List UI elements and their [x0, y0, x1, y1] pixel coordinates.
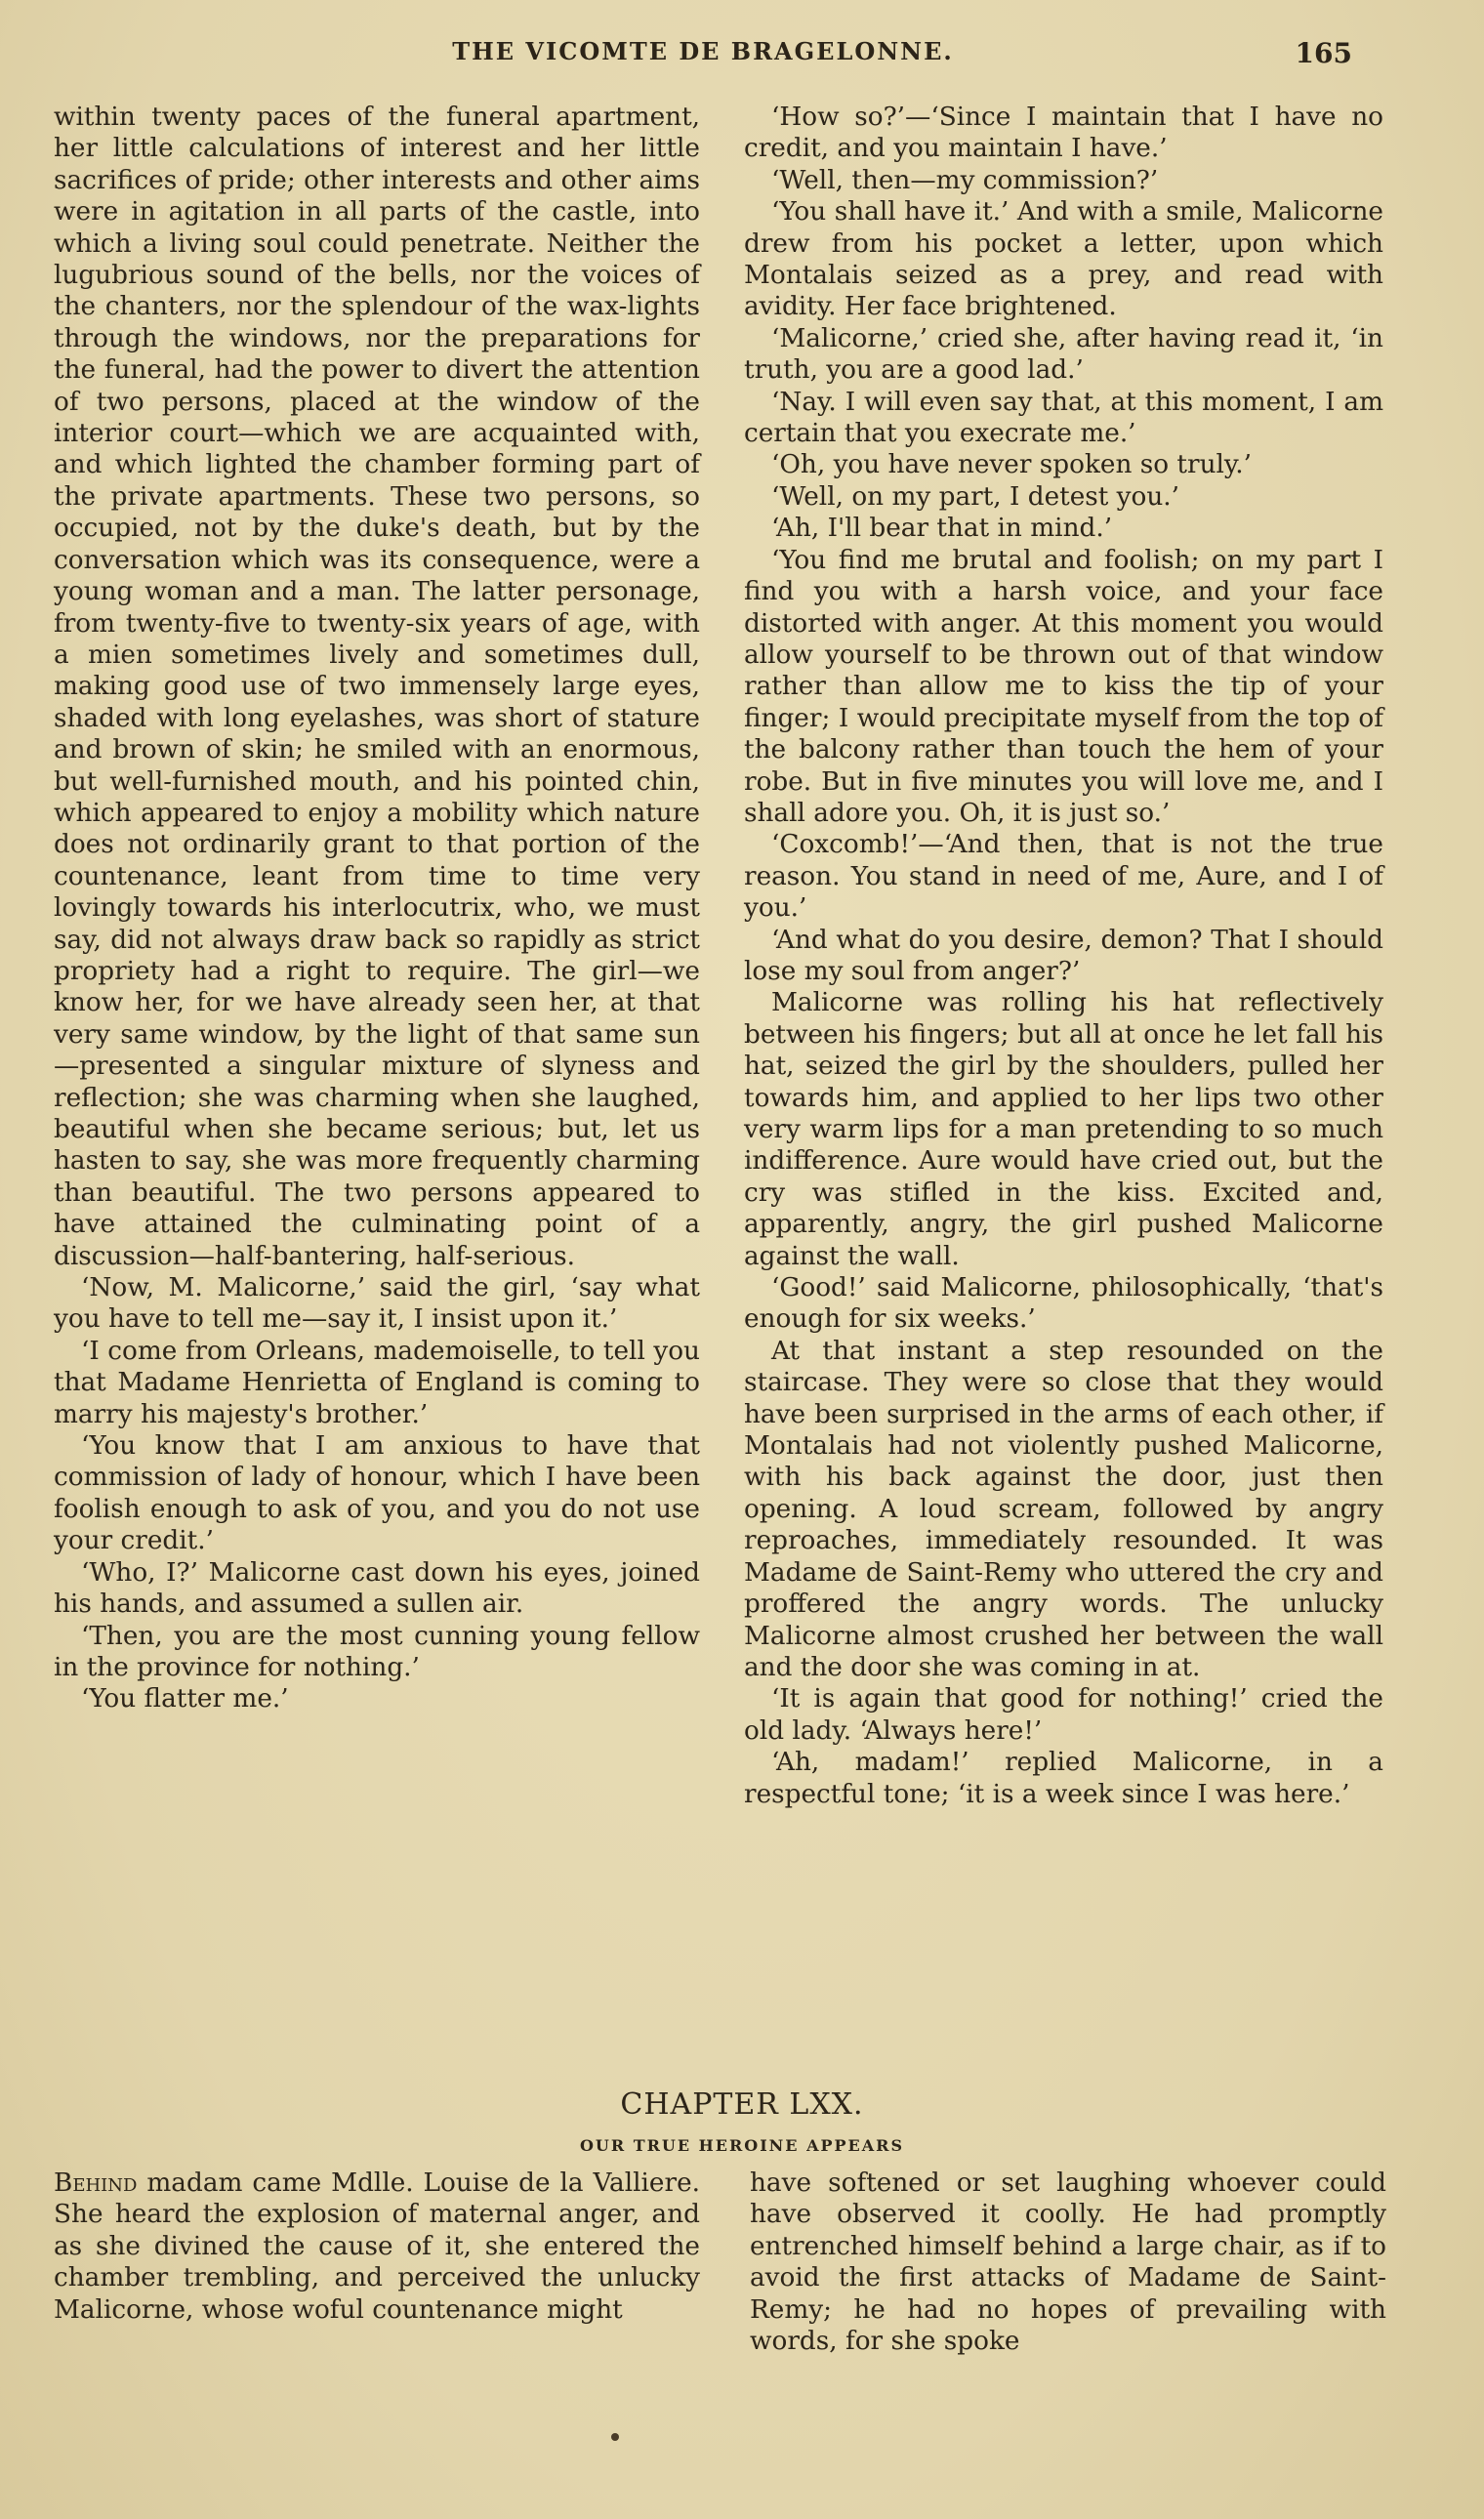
- paragraph: ‘Nay. I will even say that, at this moment, I am certain that you execrate me.’: [744, 387, 1383, 449]
- paragraph: Malicorne was rolling his hat reflectively between his fingers; but all at once he let fall his hat, seized the girl by the shoulders, pulled her towards him, and applied to her lips two other very warm lips for a man pretending to so much indifference. Aure would have cried out, but the cry was stifled in the kiss. Excited and, apparently, angry, the girl pushed Malicorne against the wall.: [744, 988, 1383, 1271]
- paragraph: within twenty paces of the funeral apartment, her little calculations of interest and her little sacrifices of pride; other interests and other aims were in agitation in all parts of the castle, into which a living soul could penetrate. Neither the lugubrious sound of the bells, nor the voices of the chanters, nor the splendour of the wax-lights through the windows, nor the preparations for the funeral, had the power to divert the attention of two persons, placed at the window of the interior court—which we are acquainted with, and which lighted the chamber forming part of the private apartments. These two persons, so occupied, not by the duke's death, but by the conversation which was its consequence, were a young woman and a man. The latter personage, from twenty-five to twenty-six years of age, with a mien sometimes lively and sometimes dull, making good use of two immensely large eyes, shaded with long eyelashes, was short of stature and brown of skin; he smiled with an enormous, but well-furnished mouth, and his pointed chin, which appeared to enjoy a mobility which nature does not ordinarily grant to that portion of the countenance, leant from time to time very lovingly towards his interlocutrix, who, we must say, did not always draw back so rapidly as strict propriety had a right to require. The girl—we know her, for we have already seen her, at that very same window, by the light of that same sun—presented a singular mixture of slyness and reflection; she was charming when she laughed, beautiful when she became serious; but, let us hasten to say, she was more frequently charming than beautiful. The two persons appeared to have attained the culminating point of a discussion—half-bantering, half-serious.: [54, 103, 700, 1271]
- paragraph: ‘You shall have it.’ And with a smile, Malicorne drew from his pocket a letter, upon which Montalais seized as a prey, and read with avidity. Her face brightened.: [744, 197, 1383, 322]
- paragraph: ‘Now, M. Malicorne,’ said the girl, ‘say what you have to tell me—say it, I insist upon it.’: [54, 1273, 700, 1335]
- paragraph: At that instant a step resounded on the staircase. They were so close that they would have been surprised in the arms of each other, if Montalais had not violently pushed Malicorne, with his back against the door, just then opening. A loud scream, followed by angry reproaches, immediately resounded. It was Madame de Saint-Remy who uttered the cry and proffered the angry words. The unlucky Malicorne almost crushed her between the wall and the door she was coming in at.: [744, 1336, 1383, 1682]
- paragraph: ‘Then, you are the most cunning young fellow in the province for nothing.’: [54, 1621, 700, 1682]
- paragraph: ‘Good!’ said Malicorne, philosophically, ‘that's enough for six weeks.’: [744, 1273, 1383, 1335]
- chapter-left-column: [54, 2168, 700, 2326]
- left-column: [54, 102, 700, 1715]
- chapter-left-text: madam came Mdlle. Louise de la Valliere. She heard the explosion of maternal anger, and as she divined the cause of it, she entered the chamber trembling, and perceived the unlucky Malicorne, whose woful countenance might: [54, 2168, 700, 2325]
- running-title: THE VICOMTE DE BRAGELONNE.: [452, 37, 954, 65]
- right-column: [744, 102, 1383, 1810]
- chapter-right-column: [750, 2168, 1386, 2357]
- paragraph: ‘Who, I?’ Malicorne cast down his eyes, joined his hands, and assumed a sullen air.: [54, 1557, 700, 1620]
- page-header: [54, 37, 1352, 76]
- paragraph: ‘And what do you desire, demon? That I should lose my soul from anger?’: [744, 925, 1383, 986]
- paragraph: ‘Well, then—my commission?’: [771, 165, 1159, 195]
- opening-word: Behind: [54, 2168, 138, 2198]
- paragraph: ‘Well, on my part, I detest you.’: [771, 481, 1180, 512]
- paragraph: ‘You flatter me.’: [81, 1684, 289, 1714]
- paragraph: ‘It is again that good for nothing!’ cried the old lady. ‘Always here!’: [744, 1684, 1383, 1746]
- ink-dot: [611, 2433, 619, 2441]
- chapter-right-text: have softened or set laughing whoever could have observed it coolly. He had promptly entrenched himself behind a large chair, as if to avoid the first attacks of Madame de Saint-Remy; he had no hopes of prevailing with words, for she spoke: [750, 2168, 1386, 2357]
- paragraph: ‘How so?’—‘Since I maintain that I have no credit, and you maintain I have.’: [744, 103, 1383, 164]
- paragraph: ‘Malicorne,’ cried she, after having read it, ‘in truth, you are a good lad.’: [744, 323, 1383, 386]
- chapter-title: CHAPTER LXX.: [620, 2087, 864, 2122]
- page-number: 165: [1295, 37, 1352, 69]
- paragraph: ‘Oh, you have never spoken so truly.’: [771, 450, 1253, 480]
- chapter-subtitle: OUR TRUE HEROINE APPEARS: [579, 2136, 905, 2155]
- paragraph: ‘Coxcomb!’—‘And then, that is not the true reason. You stand in need of me, Aure, and I of you.’: [744, 830, 1383, 924]
- paragraph: ‘You know that I am anxious to have that commission of lady of honour, which I have been foolish enough to ask of you, and you do not use your credit.’: [54, 1431, 700, 1556]
- paragraph: ‘I come from Orleans, mademoiselle, to tell you that Madame Henrietta of England is coming to marry his majesty's brother.’: [54, 1336, 700, 1429]
- chapter-opening-paragraph: [54, 2168, 700, 2326]
- paragraph: ‘Ah, I'll bear that in mind.’: [771, 514, 1113, 544]
- paragraph: ‘Ah, madam!’ replied Malicorne, in a respectful tone; ‘it is a week since I was here.’: [744, 1748, 1383, 1809]
- paragraph: ‘You find me brutal and foolish; on my part I find you with a harsh voice, and your face distorted with anger. At this moment you would allow yourself to be thrown out of that window rather than allow me to kiss the tip of your finger; I would precipitate myself from the top of the balcony rather than touch the hem of your robe. But in five minutes you will love me, and I shall adore you. Oh, it is just so.’: [744, 545, 1383, 828]
